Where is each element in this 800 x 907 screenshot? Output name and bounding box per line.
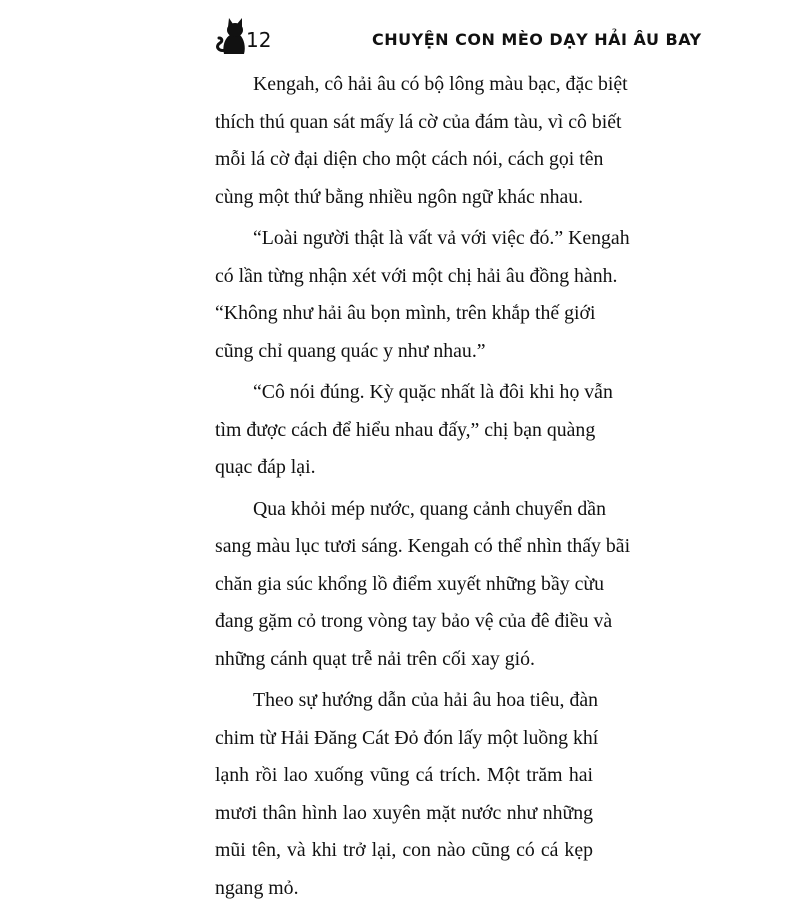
text-line: Qua khỏi mép nước, quang cảnh chuyển dần bbox=[215, 491, 593, 529]
page-header bbox=[214, 16, 594, 58]
text-line: có lần từng nhận xét với một chị hải âu đồng hành. bbox=[215, 258, 593, 296]
text-line: mũi tên, và khi trở lại, con nào cũng có cá kẹp bbox=[215, 832, 593, 870]
cat-icon bbox=[214, 16, 248, 56]
text-line: mỗi lá cờ đại diện cho một cách nói, cách gọi tên bbox=[215, 141, 593, 179]
text-line: “Cô nói đúng. Kỳ quặc nhất là đôi khi họ vẫn bbox=[215, 374, 593, 412]
page-number: 12 bbox=[246, 28, 271, 52]
text-line: mươi thân hình lao xuyên mặt nước như những bbox=[215, 795, 593, 833]
text-line: lạnh rồi lao xuống vũng cá trích. Một trăm hai bbox=[215, 757, 593, 795]
text-line: những cánh quạt trễ nải trên cối xay gió. bbox=[215, 641, 593, 679]
text-line: thích thú quan sát mấy lá cờ của đám tàu, vì cô biết bbox=[215, 104, 593, 142]
text-line: Theo sự hướng dẫn của hải âu hoa tiêu, đàn bbox=[215, 682, 593, 720]
body-text bbox=[215, 66, 593, 907]
text-line: Kengah, cô hải âu có bộ lông màu bạc, đặc biệt bbox=[215, 66, 593, 104]
text-line: “Loài người thật là vất vả với việc đó.” Kengah bbox=[215, 220, 593, 258]
text-line: tìm được cách để hiểu nhau đấy,” chị bạn quàng bbox=[215, 412, 593, 450]
text-line: chim từ Hải Đăng Cát Đỏ đón lấy một luồng khí bbox=[215, 720, 593, 758]
text-line: chăn gia súc khổng lồ điểm xuyết những bầy cừu bbox=[215, 566, 593, 604]
running-title: CHUYỆN CON MÈO DẠY HẢI ÂU BAY bbox=[372, 30, 702, 49]
text-line: quạc đáp lại. bbox=[215, 449, 593, 487]
text-line: sang màu lục tươi sáng. Kengah có thể nhìn thấy bãi bbox=[215, 528, 593, 566]
text-line: ngang mỏ. bbox=[215, 870, 593, 907]
text-line: cũng chỉ quang quác y như nhau.” bbox=[215, 333, 593, 371]
text-line: cùng một thứ bằng nhiều ngôn ngữ khác nhau. bbox=[215, 179, 593, 217]
text-line: đang gặm cỏ trong vòng tay bảo vệ của đê điều và bbox=[215, 603, 593, 641]
text-line: “Không như hải âu bọn mình, trên khắp thế giới bbox=[215, 295, 593, 333]
